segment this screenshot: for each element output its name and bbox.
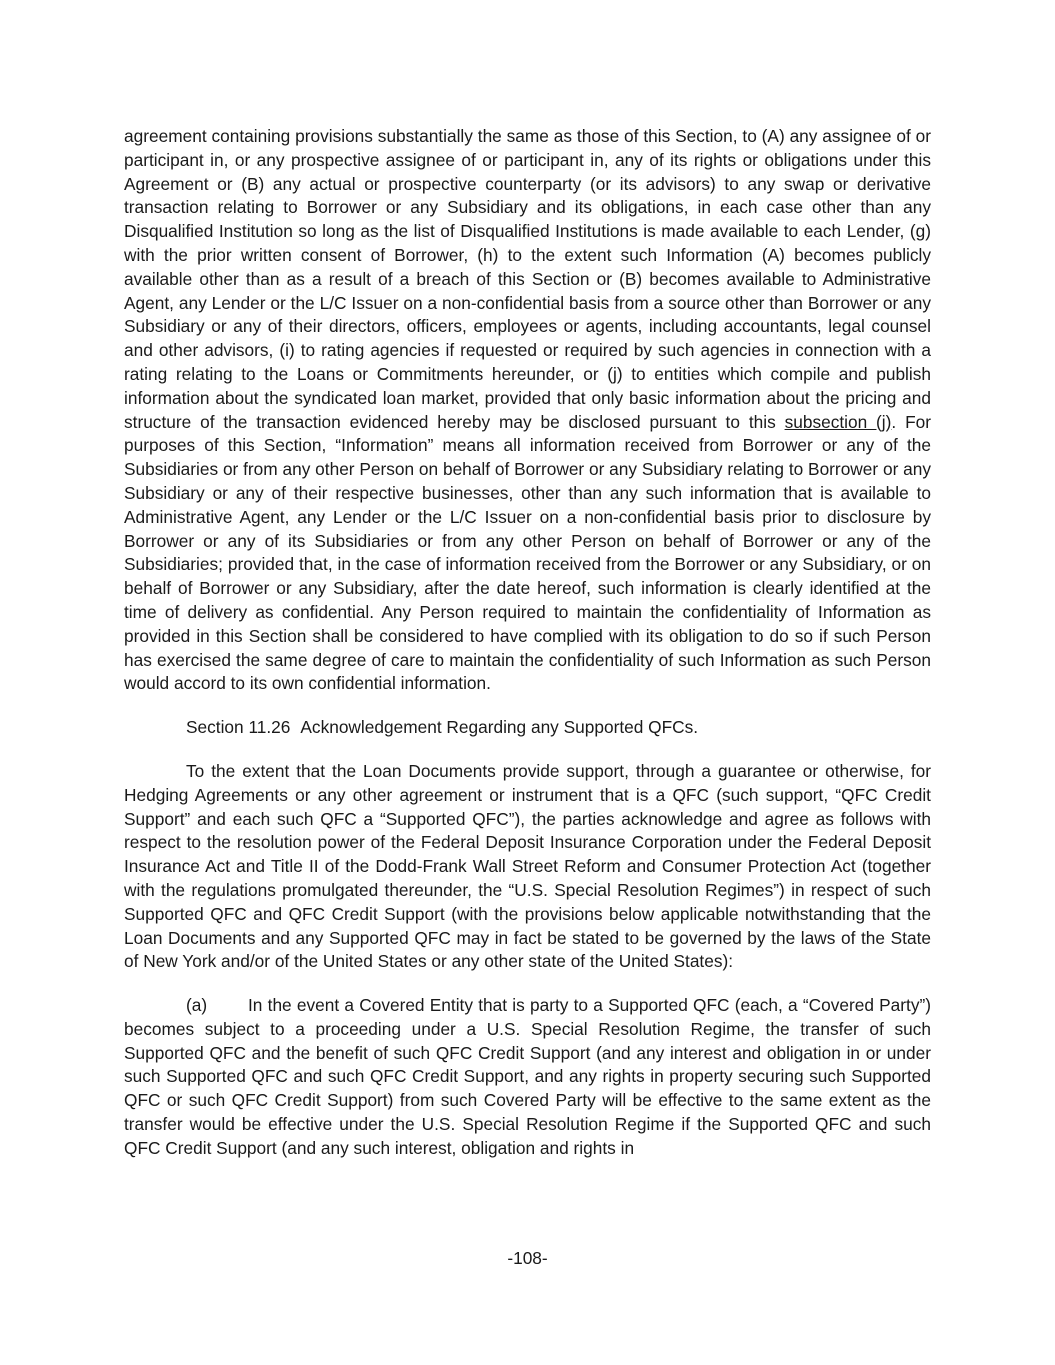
clause-text: In the event a Covered Entity that is party to a Supported QFC (each, a “Covered Party”) becomes subject to a proceeding under a U.S. Special Resolution Regime, the transfer of such Supported QFC and the benefit of such QFC Credit Support (and any interest and obligation in or under such Supported QFC and such QFC Credit Support, and any rights in property securing such Supported QFC or such QFC Credit Support) from such Covered Party will be effective to the same extent as the transfer would be effective under the U.S. Special Resolution Regime if the Supported QFC and such QFC Credit Support (and any such interest, obligation and rights in — [124, 995, 931, 1158]
section-heading — [124, 716, 931, 740]
section-title: Acknowledgement Regarding any Supported QFCs. — [300, 717, 699, 738]
clause-label: (a) — [186, 995, 208, 1016]
paragraph-text: agreement containing provisions substantially the same as those of this Section, to (A) any assignee of or participant in, or any prospective assignee of or participant in, any of its rights or obligations under this Agreement or (B) any actual or prospective counterparty (or its advisors) to any swap or derivative transaction relating to Borrower or any Subsidiary and its obligations, in each case other than any Disqualified Institution so long as the list of Disqualified Institutions is made available to each Lender, (g) with the prior written consent of Borrower, (h) to the extent such Information (A) becomes publicly available other than as a result of a breach of this Section or (B) becomes available to Administrative Agent, any Lender or the L/C Issuer on a non-confidential basis from a source other than Borrower or any Subsidiary or any of their directors, officers, employees or agents, including accountants, legal counsel and other advisors, (i) to rating agencies if requested or required by such agencies in connection with a rating relating to the Loans or Commitments hereunder, or (j) to entities which compile and publish information about the syndicated loan market, provided that only basic information about the pricing and structure of the transaction evidenced hereby may be disclosed pursuant to this — [124, 126, 931, 432]
paragraph-qfc-intro: To the extent that the Loan Documents provide support, through a guarantee or otherwise, for Hedging Agreements or any other agreement or instrument that is a QFC (such support, “QFC Credit Support” and each such QFC a “Supported QFC”), the parties acknowledge and agree as follows with respect to the resolution power of the Federal Deposit Insurance Corporation under the Federal Deposit Insurance Act and Title II of the Dodd-Frank Wall Street Reform and Consumer Protection Act (together with the regulations promulgated thereunder, the “U.S. Special Resolution Regimes”) in respect of such Supported QFC and QFC Credit Support (with the provisions below applicable notwithstanding that the Loan Documents and any Supported QFC may in fact be stated to be governed by the laws of the State of New York and/or of the United States or any other state of the United States): — [124, 760, 931, 972]
paragraph-confidentiality — [124, 125, 931, 696]
paragraph-clause-a — [124, 994, 931, 1161]
section-number: Section 11.26 — [186, 717, 291, 738]
page-number: -108- — [507, 1248, 548, 1268]
document-page — [124, 125, 931, 1161]
subsection-reference: subsection (j) — [784, 411, 892, 432]
paragraph-text: . For purposes of this Section, “Information” means all information received from Borrower or any of the Subsidiaries or from any other Person on behalf of Borrower or any Subsidiary relating to Borrower or any Subsidiary or any of their respective businesses, other than any such information that is available to Administrative Agent, any Lender or the L/C Issuer on a non-confidential basis prior to disclosure by Borrower or any of its Subsidiaries or from any other Person on behalf of Borrower or any of the Subsidiaries; provided that, in the case of information received from the Borrower or any Subsidiary, or on behalf of Borrower or any Subsidiary, after the date hereof, such information is clearly identified at the time of delivery as confidential. Any Person required to maintain the confidentiality of Information as provided in this Section shall be considered to have complied with its obligation to do so if such Person has exercised the same degree of care to maintain the confidentiality of such Information as such Person would accord to its own confidential information. — [124, 411, 931, 694]
